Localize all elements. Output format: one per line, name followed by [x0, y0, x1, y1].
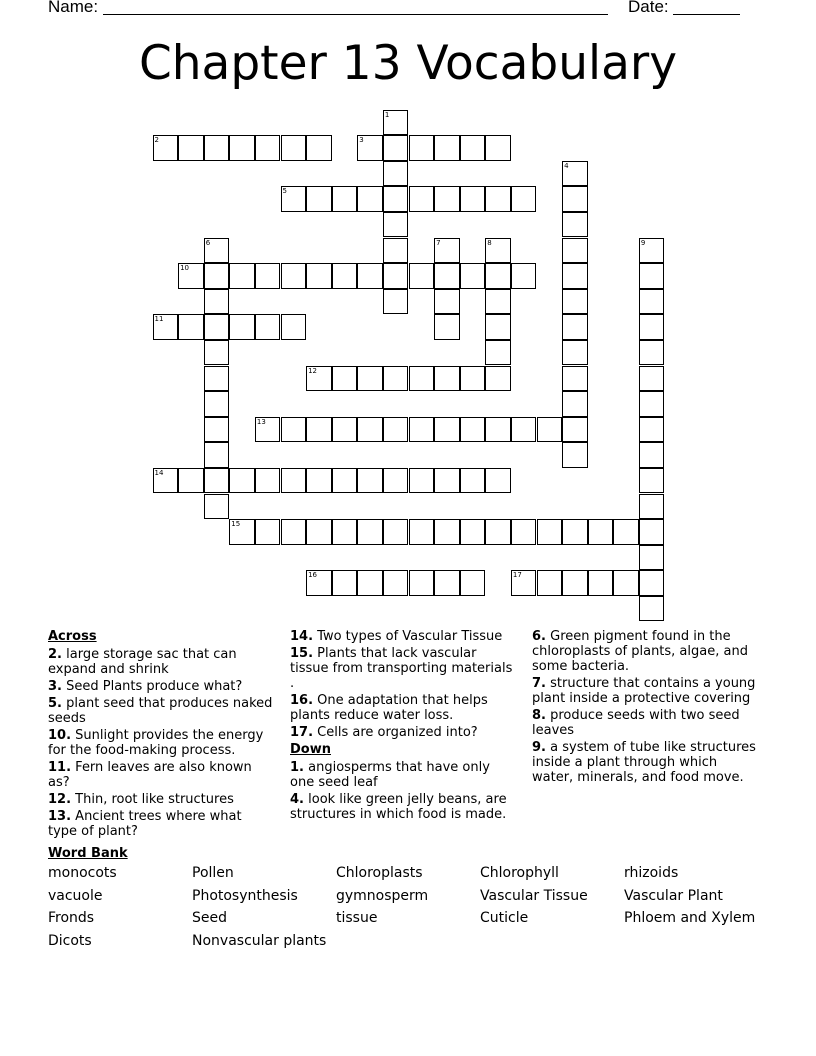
- crossword-cell[interactable]: [434, 366, 460, 392]
- crossword-cell[interactable]: [229, 519, 255, 545]
- crossword-cell[interactable]: [562, 238, 588, 264]
- word-bank: [48, 866, 768, 949]
- cell-number: 7: [436, 238, 441, 247]
- crossword-cell[interactable]: [357, 186, 383, 212]
- crossword-cell[interactable]: [357, 417, 383, 443]
- crossword-cell[interactable]: [639, 570, 665, 596]
- crossword-cell[interactable]: [204, 238, 230, 264]
- crossword-cell[interactable]: [562, 161, 588, 187]
- crossword-cell[interactable]: [383, 238, 409, 264]
- clue-across-15: 15. Plants that lack vascular tissue from transporting materials .: [290, 646, 513, 691]
- clue-down-6: 6. Green pigment found in the chloroplasts of plants, algae, and some bacteria.: [532, 629, 748, 674]
- crossword-cell[interactable]: [485, 135, 511, 161]
- crossword-cell[interactable]: [204, 340, 230, 366]
- crossword-cell[interactable]: [434, 570, 460, 596]
- word-bank-item: rhizoids: [624, 865, 679, 881]
- crossword-cell[interactable]: [639, 545, 665, 571]
- word-bank-item: Cuticle: [480, 910, 529, 927]
- clue-across-12: 12. Thin, root like structures: [48, 792, 234, 807]
- crossword-cell[interactable]: [485, 468, 511, 494]
- crossword-cell[interactable]: [639, 263, 665, 289]
- cell-number: 4: [564, 161, 569, 170]
- crossword-cell[interactable]: [511, 519, 537, 545]
- crossword-cell[interactable]: [639, 289, 665, 315]
- crossword-cell[interactable]: [562, 391, 588, 417]
- word-bank-item: Seed: [192, 910, 227, 927]
- crossword-cell[interactable]: [178, 468, 204, 494]
- crossword-cell[interactable]: [178, 314, 204, 340]
- crossword-cell[interactable]: [383, 289, 409, 315]
- crossword-cell[interactable]: [485, 340, 511, 366]
- cell-number: 9: [640, 238, 646, 247]
- crossword-cell[interactable]: [562, 186, 588, 212]
- date-label: Date:: [628, 0, 669, 16]
- crossword-cell[interactable]: [409, 135, 435, 161]
- word-bank-item: Vascular Tissue: [480, 887, 588, 904]
- cell-number: 6: [205, 238, 211, 247]
- crossword-cell[interactable]: [537, 570, 563, 596]
- crossword-cell[interactable]: [434, 186, 460, 212]
- crossword-cell[interactable]: [357, 263, 383, 289]
- crossword-cell[interactable]: [306, 519, 332, 545]
- word-bank-item: vacuole: [48, 887, 103, 904]
- crossword-cell[interactable]: [434, 468, 460, 494]
- crossword-cell[interactable]: [613, 519, 639, 545]
- crossword-cell[interactable]: [613, 570, 639, 596]
- crossword-cell[interactable]: [383, 263, 409, 289]
- crossword-cell[interactable]: [204, 468, 230, 494]
- crossword-cell[interactable]: [281, 135, 307, 161]
- crossword-cell[interactable]: [255, 417, 281, 443]
- clues-column-1: [48, 629, 273, 841]
- crossword-cell[interactable]: [588, 519, 614, 545]
- crossword-cell[interactable]: [434, 263, 460, 289]
- word-bank-item: Chloroplasts: [336, 865, 423, 881]
- crossword-cell[interactable]: [485, 417, 511, 443]
- clue-across-3: 3. Seed Plants produce what?: [48, 679, 243, 694]
- crossword-cell[interactable]: [255, 263, 281, 289]
- crossword-cell[interactable]: [383, 366, 409, 392]
- crossword-cell[interactable]: [306, 468, 332, 494]
- crossword-cell[interactable]: [409, 468, 435, 494]
- crossword-cell[interactable]: [485, 366, 511, 392]
- crossword-cell[interactable]: [383, 161, 409, 187]
- crossword-cell[interactable]: [562, 289, 588, 315]
- crossword-cell[interactable]: [383, 186, 409, 212]
- crossword-cell[interactable]: [306, 135, 332, 161]
- clue-across-10: 10. Sunlight provides the energy for the food-making process.: [48, 728, 264, 758]
- crossword-cell[interactable]: [460, 366, 486, 392]
- crossword-cell[interactable]: [332, 366, 358, 392]
- crossword-cell[interactable]: [511, 417, 537, 443]
- crossword-cell[interactable]: [229, 263, 255, 289]
- crossword-cell[interactable]: [460, 468, 486, 494]
- crossword-cell[interactable]: [332, 468, 358, 494]
- crossword-cell[interactable]: [639, 366, 665, 392]
- crossword-cell[interactable]: [357, 570, 383, 596]
- crossword-cell[interactable]: [434, 417, 460, 443]
- cell-number: 1: [384, 110, 390, 119]
- crossword-cell[interactable]: [639, 340, 665, 366]
- clues-column-2: [290, 629, 518, 824]
- crossword-cell[interactable]: [562, 212, 588, 238]
- crossword-cell[interactable]: [229, 135, 255, 161]
- crossword-cell[interactable]: [332, 519, 358, 545]
- cell-number: 16: [308, 571, 318, 580]
- crossword-cell[interactable]: [562, 417, 588, 443]
- crossword-cell[interactable]: [537, 417, 563, 443]
- word-bank-item: Phloem and Xylem: [624, 910, 756, 927]
- crossword-cell[interactable]: [460, 417, 486, 443]
- crossword-cell[interactable]: [409, 366, 435, 392]
- crossword-cell[interactable]: [639, 596, 665, 622]
- crossword-cell[interactable]: [383, 468, 409, 494]
- down-heading: Down: [290, 742, 331, 757]
- crossword-cell[interactable]: [460, 186, 486, 212]
- crossword-cell[interactable]: [204, 391, 230, 417]
- crossword-cell[interactable]: [409, 263, 435, 289]
- crossword-cell[interactable]: [153, 314, 179, 340]
- clues-column-3: [532, 629, 757, 787]
- crossword-cell[interactable]: [281, 314, 307, 340]
- crossword-cell[interactable]: [357, 468, 383, 494]
- crossword-cell[interactable]: [434, 238, 460, 264]
- crossword-cell[interactable]: [639, 314, 665, 340]
- clue-across-17: 17. Cells are organized into?: [290, 725, 478, 740]
- crossword-cell[interactable]: [409, 519, 435, 545]
- crossword-cell[interactable]: [178, 135, 204, 161]
- crossword-cell[interactable]: [485, 186, 511, 212]
- word-bank-item: Fronds: [48, 910, 95, 927]
- clue-down-8: 8. produce seeds with two seed leaves: [532, 708, 740, 738]
- crossword-cell[interactable]: [383, 135, 409, 161]
- crossword-cell[interactable]: [383, 417, 409, 443]
- crossword-cell[interactable]: [306, 570, 332, 596]
- crossword-cell[interactable]: [562, 314, 588, 340]
- crossword-cell[interactable]: [281, 263, 307, 289]
- word-bank-item: gymnosperm: [336, 887, 429, 904]
- cell-number: 3: [359, 136, 364, 145]
- crossword-cell[interactable]: [306, 186, 332, 212]
- clue-across-16: 16. One adaptation that helps plants reduce water loss.: [290, 693, 488, 723]
- crossword-cell[interactable]: [255, 314, 281, 340]
- across-heading: Across: [48, 629, 97, 644]
- crossword-cell[interactable]: [204, 135, 230, 161]
- crossword-cell[interactable]: [204, 417, 230, 443]
- crossword-cell[interactable]: [383, 110, 409, 136]
- crossword-cell[interactable]: [562, 340, 588, 366]
- clue-down-9: 9. a system of tube like structures inside a plant through which water, minerals, and food move.: [532, 740, 756, 785]
- crossword-cell[interactable]: [639, 442, 665, 468]
- crossword-cell[interactable]: [204, 442, 230, 468]
- crossword-cell[interactable]: [306, 366, 332, 392]
- crossword-cell[interactable]: [485, 263, 511, 289]
- crossword-cell[interactable]: [332, 186, 358, 212]
- word-bank-item: Nonvascular plants: [192, 932, 327, 949]
- crossword-cell[interactable]: [639, 519, 665, 545]
- crossword-cell[interactable]: [204, 263, 230, 289]
- crossword-cell[interactable]: [639, 494, 665, 520]
- word-bank-item: Pollen: [192, 865, 234, 881]
- crossword-cell[interactable]: [255, 135, 281, 161]
- word-bank-item: Vascular Plant: [624, 887, 723, 904]
- crossword-cell[interactable]: [485, 519, 511, 545]
- clue-down-7: 7. structure that contains a young plant inside a protective covering: [532, 676, 756, 706]
- clue-across-14: 14. Two types of Vascular Tissue: [290, 629, 503, 644]
- crossword-cell[interactable]: [153, 135, 179, 161]
- crossword-cell[interactable]: [485, 238, 511, 264]
- crossword-cell[interactable]: [434, 289, 460, 315]
- crossword-cell[interactable]: [204, 366, 230, 392]
- crossword-cell[interactable]: [639, 391, 665, 417]
- crossword-cell[interactable]: [434, 314, 460, 340]
- crossword-cell[interactable]: [281, 519, 307, 545]
- clue-across-2: 2. large storage sac that can expand and shrink: [48, 647, 237, 677]
- crossword-cell[interactable]: [485, 289, 511, 315]
- crossword-cell[interactable]: [332, 570, 358, 596]
- crossword-cell[interactable]: [434, 519, 460, 545]
- crossword-cell[interactable]: [255, 468, 281, 494]
- crossword-cell[interactable]: [562, 442, 588, 468]
- crossword-cell[interactable]: [204, 314, 230, 340]
- crossword-cell[interactable]: [153, 468, 179, 494]
- crossword-cell[interactable]: [639, 468, 665, 494]
- cell-number: 14: [154, 468, 164, 477]
- clue-down-4: 4. look like green jelly beans, are structures in which food is made.: [290, 792, 507, 822]
- cell-number: 13: [256, 417, 266, 426]
- crossword-cell[interactable]: [434, 135, 460, 161]
- crossword-cell[interactable]: [255, 519, 281, 545]
- cell-number: 8: [487, 238, 492, 247]
- crossword-cell[interactable]: [281, 468, 307, 494]
- crossword-cell[interactable]: [588, 570, 614, 596]
- cell-number: 15: [231, 520, 241, 529]
- crossword-cell[interactable]: [562, 570, 588, 596]
- clue-across-11: 11. Fern leaves are also known as?: [48, 760, 252, 790]
- word-bank-item: tissue: [336, 910, 378, 927]
- crossword-cell[interactable]: [409, 186, 435, 212]
- crossword-cell[interactable]: [511, 570, 537, 596]
- word-bank-item: monocots: [48, 865, 117, 881]
- crossword-cell[interactable]: [562, 263, 588, 289]
- crossword-cell[interactable]: [229, 468, 255, 494]
- crossword-cell[interactable]: [306, 263, 332, 289]
- crossword-cell[interactable]: [229, 314, 255, 340]
- crossword-cell[interactable]: [332, 417, 358, 443]
- cell-number: 17: [512, 571, 522, 580]
- crossword-cell[interactable]: [639, 417, 665, 443]
- cell-number: 5: [282, 187, 287, 196]
- clue-down-1: 1. angiosperms that have only one seed leaf: [290, 760, 490, 790]
- crossword-cell[interactable]: [204, 494, 230, 520]
- crossword-cell[interactable]: [562, 519, 588, 545]
- crossword-cell[interactable]: [383, 519, 409, 545]
- crossword-cell[interactable]: [332, 263, 358, 289]
- cell-number: 12: [308, 366, 318, 375]
- crossword-cell[interactable]: [357, 135, 383, 161]
- crossword-cell[interactable]: [511, 186, 537, 212]
- word-bank-item: Photosynthesis: [192, 887, 298, 904]
- word-bank-heading: Word Bank: [48, 846, 128, 861]
- crossword-cell[interactable]: [281, 417, 307, 443]
- cell-number: 10: [180, 264, 190, 273]
- crossword-cell[interactable]: [485, 314, 511, 340]
- name-label: Name:: [48, 0, 99, 16]
- crossword-cell[interactable]: [357, 366, 383, 392]
- crossword-cell[interactable]: [357, 519, 383, 545]
- crossword-cell[interactable]: [460, 519, 486, 545]
- crossword-cell[interactable]: [409, 417, 435, 443]
- crossword-cell[interactable]: [409, 570, 435, 596]
- crossword-cell[interactable]: [562, 366, 588, 392]
- crossword-cell[interactable]: [639, 238, 665, 264]
- crossword-cell[interactable]: [204, 289, 230, 315]
- crossword-cell[interactable]: [306, 417, 332, 443]
- clue-across-13: 13. Ancient trees where what type of plant?: [48, 809, 242, 839]
- crossword-cell[interactable]: [511, 263, 537, 289]
- crossword-cell[interactable]: [537, 519, 563, 545]
- crossword-cell[interactable]: [460, 570, 486, 596]
- cell-number: 2: [154, 136, 159, 145]
- cell-number: 11: [154, 315, 164, 324]
- crossword-cell[interactable]: [383, 212, 409, 238]
- crossword-cell[interactable]: [383, 570, 409, 596]
- crossword-cell[interactable]: [460, 263, 486, 289]
- page-title: Chapter 13 Vocabulary: [138, 36, 678, 91]
- clue-across-5: 5. plant seed that produces naked seeds: [48, 696, 273, 726]
- crossword-cell[interactable]: [281, 186, 307, 212]
- crossword-cell[interactable]: [178, 263, 204, 289]
- word-bank-item: Chlorophyll: [480, 865, 559, 881]
- crossword-cell[interactable]: [460, 135, 486, 161]
- word-bank-item: Dicots: [48, 932, 92, 949]
